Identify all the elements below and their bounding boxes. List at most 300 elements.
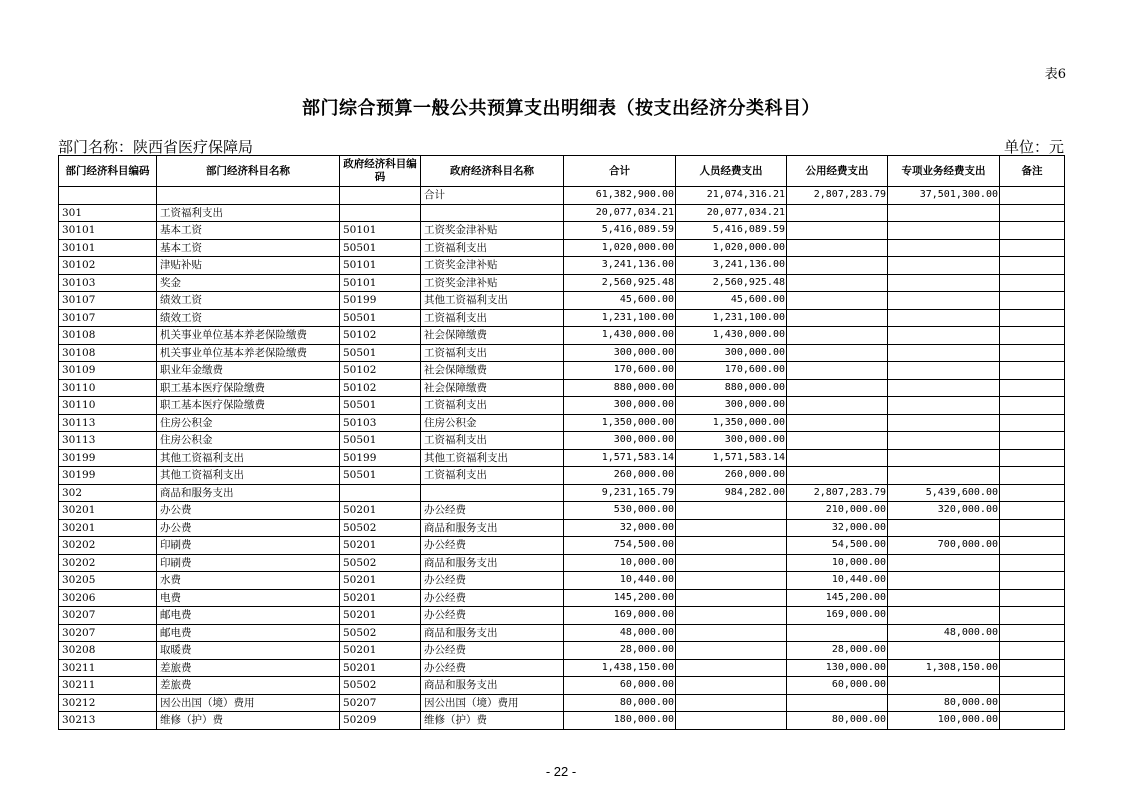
- personnel-cell: [676, 712, 787, 730]
- gov-name-cell: 工资福利支出: [421, 397, 564, 415]
- gov-name-cell: 办公经费: [421, 659, 564, 677]
- dept-name-cell: 办公费: [157, 502, 340, 520]
- page-title: 部门综合预算一般公共预算支出明细表（按支出经济分类科目）: [302, 98, 820, 119]
- gov-name-cell: 维修（护）费: [421, 712, 564, 730]
- total-cell: 48,000.00: [564, 624, 676, 642]
- total-cell: 1,350,000.00: [564, 414, 676, 432]
- dept-code-cell: 30205: [59, 572, 157, 590]
- special-cell: [888, 222, 1000, 240]
- special-cell: [888, 467, 1000, 485]
- total-cell: 10,000.00: [564, 554, 676, 572]
- gov-code-cell: [340, 204, 421, 222]
- total-cell: 170,600.00: [564, 362, 676, 380]
- gov-name-cell: 其他工资福利支出: [421, 292, 564, 310]
- public-cell: 2,807,283.79: [787, 187, 888, 205]
- personnel-cell: [676, 519, 787, 537]
- table-row: [59, 624, 1065, 642]
- gov-name-cell: 办公经费: [421, 537, 564, 555]
- remark-cell: [1000, 659, 1065, 677]
- gov-code-cell: 50501: [340, 344, 421, 362]
- table-row: [59, 257, 1065, 275]
- gov-name-cell: [421, 484, 564, 502]
- public-cell: [787, 694, 888, 712]
- dept-code-cell: 30102: [59, 257, 157, 275]
- remark-cell: [1000, 467, 1065, 485]
- total-cell: 2,560,925.48: [564, 274, 676, 292]
- special-cell: 1,308,150.00: [888, 659, 1000, 677]
- total-cell: 28,000.00: [564, 642, 676, 660]
- total-cell: 1,231,100.00: [564, 309, 676, 327]
- gov-name-cell: 商品和服务支出: [421, 624, 564, 642]
- dept-name-cell: 因公出国（境）费用: [157, 694, 340, 712]
- special-cell: [888, 379, 1000, 397]
- public-cell: 60,000.00: [787, 677, 888, 695]
- gov-code-cell: 50201: [340, 502, 421, 520]
- remark-cell: [1000, 187, 1065, 205]
- total-cell: 5,416,089.59: [564, 222, 676, 240]
- gov-name-cell: 商品和服务支出: [421, 554, 564, 572]
- personnel-cell: 5,416,089.59: [676, 222, 787, 240]
- dept-code-cell: 30109: [59, 362, 157, 380]
- public-cell: [787, 362, 888, 380]
- gov-code-cell: 50201: [340, 659, 421, 677]
- personnel-cell: 1,571,583.14: [676, 449, 787, 467]
- personnel-cell: 260,000.00: [676, 467, 787, 485]
- total-cell: 1,020,000.00: [564, 239, 676, 257]
- total-cell: 10,440.00: [564, 572, 676, 590]
- remark-cell: [1000, 642, 1065, 660]
- gov-code-cell: [340, 187, 421, 205]
- personnel-cell: [676, 537, 787, 555]
- public-cell: [787, 449, 888, 467]
- remark-cell: [1000, 379, 1065, 397]
- remark-cell: [1000, 589, 1065, 607]
- table-header-row: [59, 156, 1065, 187]
- dept-code-cell: 30101: [59, 239, 157, 257]
- public-cell: [787, 309, 888, 327]
- table-row: [59, 554, 1065, 572]
- header-cell: 部门经济科目名称: [157, 156, 340, 187]
- table-row: [59, 274, 1065, 292]
- gov-name-cell: 因公出国（境）费用: [421, 694, 564, 712]
- gov-code-cell: 50103: [340, 414, 421, 432]
- dept-name-cell: 差旅费: [157, 659, 340, 677]
- personnel-cell: 300,000.00: [676, 432, 787, 450]
- gov-name-cell: 工资福利支出: [421, 467, 564, 485]
- public-cell: 28,000.00: [787, 642, 888, 660]
- gov-code-cell: 50101: [340, 257, 421, 275]
- table-row: [59, 239, 1065, 257]
- gov-code-cell: 50102: [340, 362, 421, 380]
- total-cell: 20,077,034.21: [564, 204, 676, 222]
- public-cell: [787, 222, 888, 240]
- remark-cell: [1000, 449, 1065, 467]
- remark-cell: [1000, 519, 1065, 537]
- dept-code-cell: 302: [59, 484, 157, 502]
- dept-code-cell: 30201: [59, 519, 157, 537]
- gov-code-cell: 50101: [340, 222, 421, 240]
- dept-name-cell: 津贴补贴: [157, 257, 340, 275]
- gov-name-cell: 办公经费: [421, 572, 564, 590]
- gov-code-cell: 50102: [340, 327, 421, 345]
- total-cell: 9,231,165.79: [564, 484, 676, 502]
- dept-name-cell: 职业年金缴费: [157, 362, 340, 380]
- gov-name-cell: 工资福利支出: [421, 239, 564, 257]
- dept-code-cell: 30211: [59, 677, 157, 695]
- dept-code-cell: 30208: [59, 642, 157, 660]
- dept-name-cell: 电费: [157, 589, 340, 607]
- gov-code-cell: 50502: [340, 677, 421, 695]
- total-cell: 300,000.00: [564, 344, 676, 362]
- gov-code-cell: 50102: [340, 379, 421, 397]
- gov-code-cell: 50502: [340, 624, 421, 642]
- gov-name-cell: 商品和服务支出: [421, 677, 564, 695]
- public-cell: 10,440.00: [787, 572, 888, 590]
- gov-name-cell: 工资奖金津补贴: [421, 274, 564, 292]
- special-cell: [888, 677, 1000, 695]
- special-cell: [888, 257, 1000, 275]
- dept-name-cell: 住房公积金: [157, 414, 340, 432]
- remark-cell: [1000, 414, 1065, 432]
- table-row: [59, 344, 1065, 362]
- special-cell: 100,000.00: [888, 712, 1000, 730]
- remark-cell: [1000, 502, 1065, 520]
- remark-cell: [1000, 572, 1065, 590]
- gov-name-cell: 合计: [421, 187, 564, 205]
- gov-name-cell: 办公经费: [421, 607, 564, 625]
- special-cell: 80,000.00: [888, 694, 1000, 712]
- total-cell: 80,000.00: [564, 694, 676, 712]
- table-row: [59, 449, 1065, 467]
- table-row: [59, 484, 1065, 502]
- gov-code-cell: 50501: [340, 467, 421, 485]
- public-cell: 2,807,283.79: [787, 484, 888, 502]
- table-row: [59, 607, 1065, 625]
- public-cell: [787, 239, 888, 257]
- special-cell: [888, 309, 1000, 327]
- public-cell: [787, 432, 888, 450]
- dept-info-line: [58, 136, 1064, 157]
- special-cell: [888, 414, 1000, 432]
- dept-code-cell: 30110: [59, 379, 157, 397]
- dept-name-cell: 机关事业单位基本养老保险缴费: [157, 327, 340, 345]
- header-cell: 公用经费支出: [787, 156, 888, 187]
- dept-name-cell: 基本工资: [157, 239, 340, 257]
- personnel-cell: 20,077,034.21: [676, 204, 787, 222]
- remark-cell: [1000, 327, 1065, 345]
- dept-code-cell: 30101: [59, 222, 157, 240]
- gov-name-cell: 工资奖金津补贴: [421, 257, 564, 275]
- gov-code-cell: 50501: [340, 397, 421, 415]
- gov-code-cell: 50501: [340, 309, 421, 327]
- remark-cell: [1000, 257, 1065, 275]
- dept-code-cell: 30113: [59, 432, 157, 450]
- remark-cell: [1000, 239, 1065, 257]
- gov-name-cell: 其他工资福利支出: [421, 449, 564, 467]
- remark-cell: [1000, 397, 1065, 415]
- gov-code-cell: 50201: [340, 572, 421, 590]
- dept-name-cell: 基本工资: [157, 222, 340, 240]
- dept-code-cell: 30212: [59, 694, 157, 712]
- dept-name-cell: 维修（护）费: [157, 712, 340, 730]
- dept-code-cell: 30207: [59, 607, 157, 625]
- table-row: [59, 694, 1065, 712]
- dept-code-cell: 30202: [59, 554, 157, 572]
- dept-code-cell: 30199: [59, 467, 157, 485]
- remark-cell: [1000, 292, 1065, 310]
- table-row: [59, 677, 1065, 695]
- public-cell: [787, 274, 888, 292]
- remark-cell: [1000, 712, 1065, 730]
- special-cell: [888, 449, 1000, 467]
- special-cell: [888, 519, 1000, 537]
- header-cell: 专项业务经费支出: [888, 156, 1000, 187]
- special-cell: 37,501,300.00: [888, 187, 1000, 205]
- dept-name-cell: [157, 187, 340, 205]
- table-row: [59, 659, 1065, 677]
- dept-name-cell: 住房公积金: [157, 432, 340, 450]
- header-cell: 人员经费支出: [676, 156, 787, 187]
- remark-cell: [1000, 274, 1065, 292]
- dept-code-cell: 30213: [59, 712, 157, 730]
- total-cell: 880,000.00: [564, 379, 676, 397]
- special-cell: [888, 362, 1000, 380]
- dept-code-cell: 30113: [59, 414, 157, 432]
- public-cell: [787, 467, 888, 485]
- dept-code-cell: 30199: [59, 449, 157, 467]
- dept-code-cell: 30107: [59, 309, 157, 327]
- header-cell: 合计: [564, 156, 676, 187]
- remark-cell: [1000, 344, 1065, 362]
- gov-code-cell: 50199: [340, 292, 421, 310]
- dept-name-cell: 工资福利支出: [157, 204, 340, 222]
- dept-name-cell: 绩效工资: [157, 309, 340, 327]
- public-cell: [787, 379, 888, 397]
- public-cell: [787, 414, 888, 432]
- dept-code-cell: 30107: [59, 292, 157, 310]
- remark-cell: [1000, 554, 1065, 572]
- personnel-cell: 984,282.00: [676, 484, 787, 502]
- special-cell: 320,000.00: [888, 502, 1000, 520]
- dept-code-cell: [59, 187, 157, 205]
- total-cell: 32,000.00: [564, 519, 676, 537]
- personnel-cell: [676, 554, 787, 572]
- public-cell: [787, 257, 888, 275]
- gov-name-cell: 社会保障缴费: [421, 327, 564, 345]
- special-cell: [888, 642, 1000, 660]
- gov-name-cell: [421, 204, 564, 222]
- table-row: [59, 712, 1065, 730]
- remark-cell: [1000, 624, 1065, 642]
- gov-code-cell: 50199: [340, 449, 421, 467]
- gov-code-cell: 50201: [340, 589, 421, 607]
- dept-name-cell: 邮电费: [157, 607, 340, 625]
- gov-code-cell: 50201: [340, 537, 421, 555]
- special-cell: [888, 327, 1000, 345]
- remark-cell: [1000, 222, 1065, 240]
- dept-code-cell: 30207: [59, 624, 157, 642]
- gov-name-cell: 社会保障缴费: [421, 362, 564, 380]
- dept-name-cell: 商品和服务支出: [157, 484, 340, 502]
- remark-cell: [1000, 204, 1065, 222]
- gov-name-cell: 工资福利支出: [421, 344, 564, 362]
- remark-cell: [1000, 362, 1065, 380]
- budget-table: [58, 155, 1065, 730]
- dept-name-cell: 邮电费: [157, 624, 340, 642]
- public-cell: 10,000.00: [787, 554, 888, 572]
- special-cell: [888, 554, 1000, 572]
- remark-cell: [1000, 484, 1065, 502]
- special-cell: [888, 344, 1000, 362]
- table-row: [59, 414, 1065, 432]
- gov-code-cell: 50209: [340, 712, 421, 730]
- table-row: [59, 432, 1065, 450]
- dept-name-cell: 其他工资福利支出: [157, 467, 340, 485]
- personnel-cell: [676, 589, 787, 607]
- remark-cell: [1000, 309, 1065, 327]
- personnel-cell: [676, 624, 787, 642]
- table-row: [59, 519, 1065, 537]
- department-name: 部门名称：陕西省医疗保障局: [58, 138, 254, 156]
- gov-name-cell: 商品和服务支出: [421, 519, 564, 537]
- personnel-cell: 1,020,000.00: [676, 239, 787, 257]
- personnel-cell: 300,000.00: [676, 397, 787, 415]
- public-cell: [787, 292, 888, 310]
- dept-code-cell: 30202: [59, 537, 157, 555]
- personnel-cell: 1,231,100.00: [676, 309, 787, 327]
- personnel-cell: [676, 607, 787, 625]
- personnel-cell: 45,600.00: [676, 292, 787, 310]
- public-cell: 54,500.00: [787, 537, 888, 555]
- personnel-cell: [676, 659, 787, 677]
- total-cell: 60,000.00: [564, 677, 676, 695]
- gov-name-cell: 办公经费: [421, 642, 564, 660]
- dept-name-cell: 职工基本医疗保险缴费: [157, 379, 340, 397]
- gov-name-cell: 工资福利支出: [421, 309, 564, 327]
- table-row: [59, 327, 1065, 345]
- total-cell: 754,500.00: [564, 537, 676, 555]
- dept-name-cell: 印刷费: [157, 554, 340, 572]
- special-cell: [888, 589, 1000, 607]
- gov-code-cell: 50501: [340, 239, 421, 257]
- dept-name-cell: 奖金: [157, 274, 340, 292]
- public-cell: [787, 397, 888, 415]
- dept-name-cell: 绩效工资: [157, 292, 340, 310]
- dept-name-cell: 办公费: [157, 519, 340, 537]
- remark-cell: [1000, 694, 1065, 712]
- dept-name-cell: 水费: [157, 572, 340, 590]
- table-number: 表6: [1044, 67, 1066, 82]
- table-row: [59, 292, 1065, 310]
- remark-cell: [1000, 607, 1065, 625]
- total-cell: 180,000.00: [564, 712, 676, 730]
- public-cell: [787, 204, 888, 222]
- table-row: [59, 187, 1065, 205]
- dept-code-cell: 301: [59, 204, 157, 222]
- personnel-cell: 3,241,136.00: [676, 257, 787, 275]
- table-row: [59, 589, 1065, 607]
- special-cell: 5,439,600.00: [888, 484, 1000, 502]
- personnel-cell: [676, 694, 787, 712]
- table-row: [59, 222, 1065, 240]
- public-cell: 210,000.00: [787, 502, 888, 520]
- personnel-cell: 880,000.00: [676, 379, 787, 397]
- total-cell: 300,000.00: [564, 432, 676, 450]
- dept-code-cell: 30206: [59, 589, 157, 607]
- total-cell: 61,382,900.00: [564, 187, 676, 205]
- gov-code-cell: 50502: [340, 519, 421, 537]
- gov-name-cell: 工资福利支出: [421, 432, 564, 450]
- special-cell: [888, 239, 1000, 257]
- gov-code-cell: 50101: [340, 274, 421, 292]
- dept-name-cell: 差旅费: [157, 677, 340, 695]
- public-cell: 32,000.00: [787, 519, 888, 537]
- dept-code-cell: 30211: [59, 659, 157, 677]
- personnel-cell: [676, 572, 787, 590]
- table-row: [59, 309, 1065, 327]
- table-row: [59, 572, 1065, 590]
- remark-cell: [1000, 677, 1065, 695]
- public-cell: 130,000.00: [787, 659, 888, 677]
- gov-code-cell: 50502: [340, 554, 421, 572]
- table-row: [59, 537, 1065, 555]
- personnel-cell: 1,430,000.00: [676, 327, 787, 345]
- personnel-cell: 2,560,925.48: [676, 274, 787, 292]
- dept-code-cell: 30110: [59, 397, 157, 415]
- gov-name-cell: 社会保障缴费: [421, 379, 564, 397]
- gov-code-cell: 50501: [340, 432, 421, 450]
- special-cell: [888, 204, 1000, 222]
- dept-code-cell: 30108: [59, 327, 157, 345]
- header-cell: 政府经济科目编码: [340, 156, 421, 187]
- personnel-cell: 21,074,316.21: [676, 187, 787, 205]
- gov-name-cell: 工资奖金津补贴: [421, 222, 564, 240]
- header-cell: 政府经济科目名称: [421, 156, 564, 187]
- dept-code-cell: 30108: [59, 344, 157, 362]
- total-cell: 169,000.00: [564, 607, 676, 625]
- gov-code-cell: [340, 484, 421, 502]
- personnel-cell: [676, 677, 787, 695]
- personnel-cell: 170,600.00: [676, 362, 787, 380]
- gov-name-cell: 住房公积金: [421, 414, 564, 432]
- public-cell: [787, 344, 888, 362]
- total-cell: 145,200.00: [564, 589, 676, 607]
- dept-name-cell: 职工基本医疗保险缴费: [157, 397, 340, 415]
- dept-name-cell: 取暖费: [157, 642, 340, 660]
- special-cell: [888, 572, 1000, 590]
- total-cell: 3,241,136.00: [564, 257, 676, 275]
- table-row: [59, 397, 1065, 415]
- public-cell: 169,000.00: [787, 607, 888, 625]
- special-cell: 700,000.00: [888, 537, 1000, 555]
- header-cell: 部门经济科目编码: [59, 156, 157, 187]
- total-cell: 260,000.00: [564, 467, 676, 485]
- special-cell: [888, 432, 1000, 450]
- table-row: [59, 502, 1065, 520]
- table-row: [59, 204, 1065, 222]
- special-cell: 48,000.00: [888, 624, 1000, 642]
- gov-code-cell: 50201: [340, 607, 421, 625]
- table-row: [59, 362, 1065, 380]
- gov-code-cell: 50207: [340, 694, 421, 712]
- total-cell: 1,438,150.00: [564, 659, 676, 677]
- personnel-cell: 1,350,000.00: [676, 414, 787, 432]
- total-cell: 530,000.00: [564, 502, 676, 520]
- public-cell: 145,200.00: [787, 589, 888, 607]
- total-cell: 1,571,583.14: [564, 449, 676, 467]
- public-cell: [787, 624, 888, 642]
- personnel-cell: [676, 642, 787, 660]
